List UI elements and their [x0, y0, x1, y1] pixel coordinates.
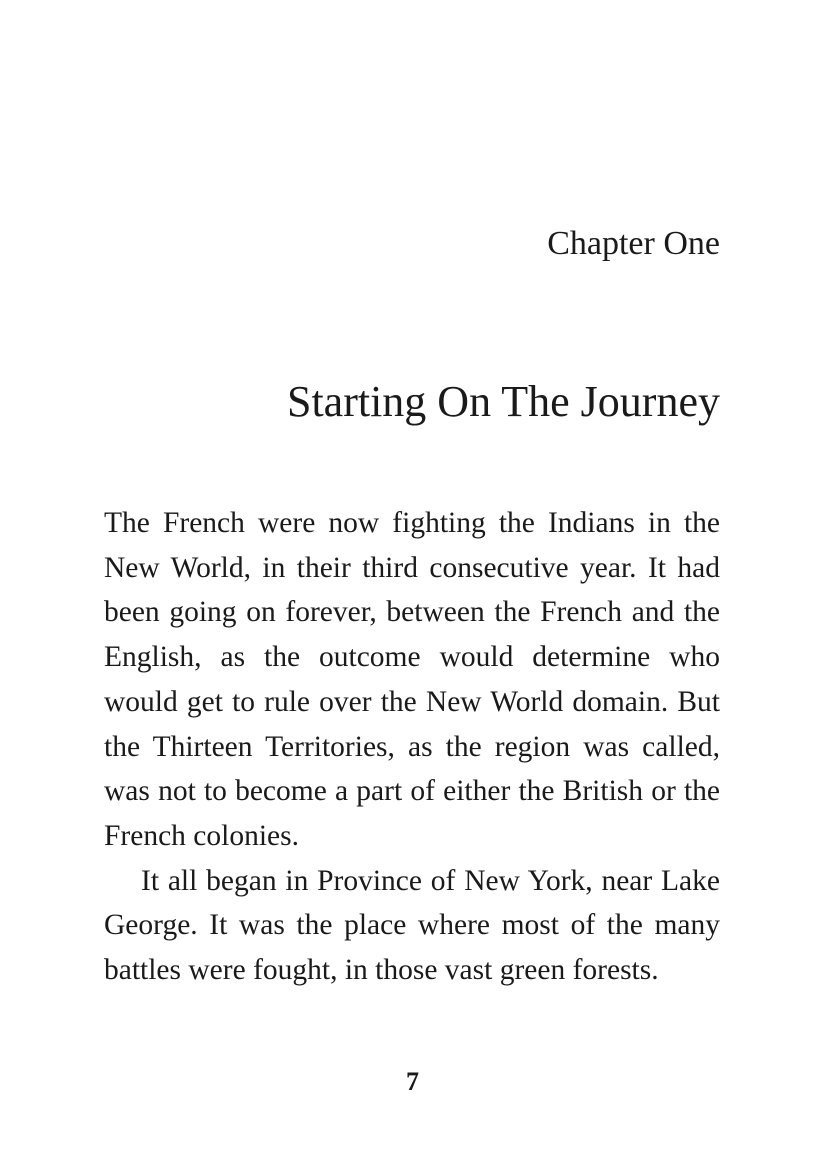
paragraph-1: The French were now fighting the Indians in the New World, in their third consecutive year. It had been going on forever, between the French and the English, as the outcome would determine who would get to rule over the New World domain. But the Thirteen Territories, as the region was called, was not to become a part of either the British or the French colonies.: [104, 507, 720, 852]
paragraph-2: It all began in Province of New York, near Lake George. It was the place where most of the many battles were fought, in those vast green forests.: [104, 864, 720, 987]
chapter-body: [104, 501, 720, 993]
chapter-label: Chapter One: [547, 225, 720, 262]
chapter-title: Starting On The Journey: [286, 377, 720, 426]
page-number: 7: [406, 1067, 419, 1096]
